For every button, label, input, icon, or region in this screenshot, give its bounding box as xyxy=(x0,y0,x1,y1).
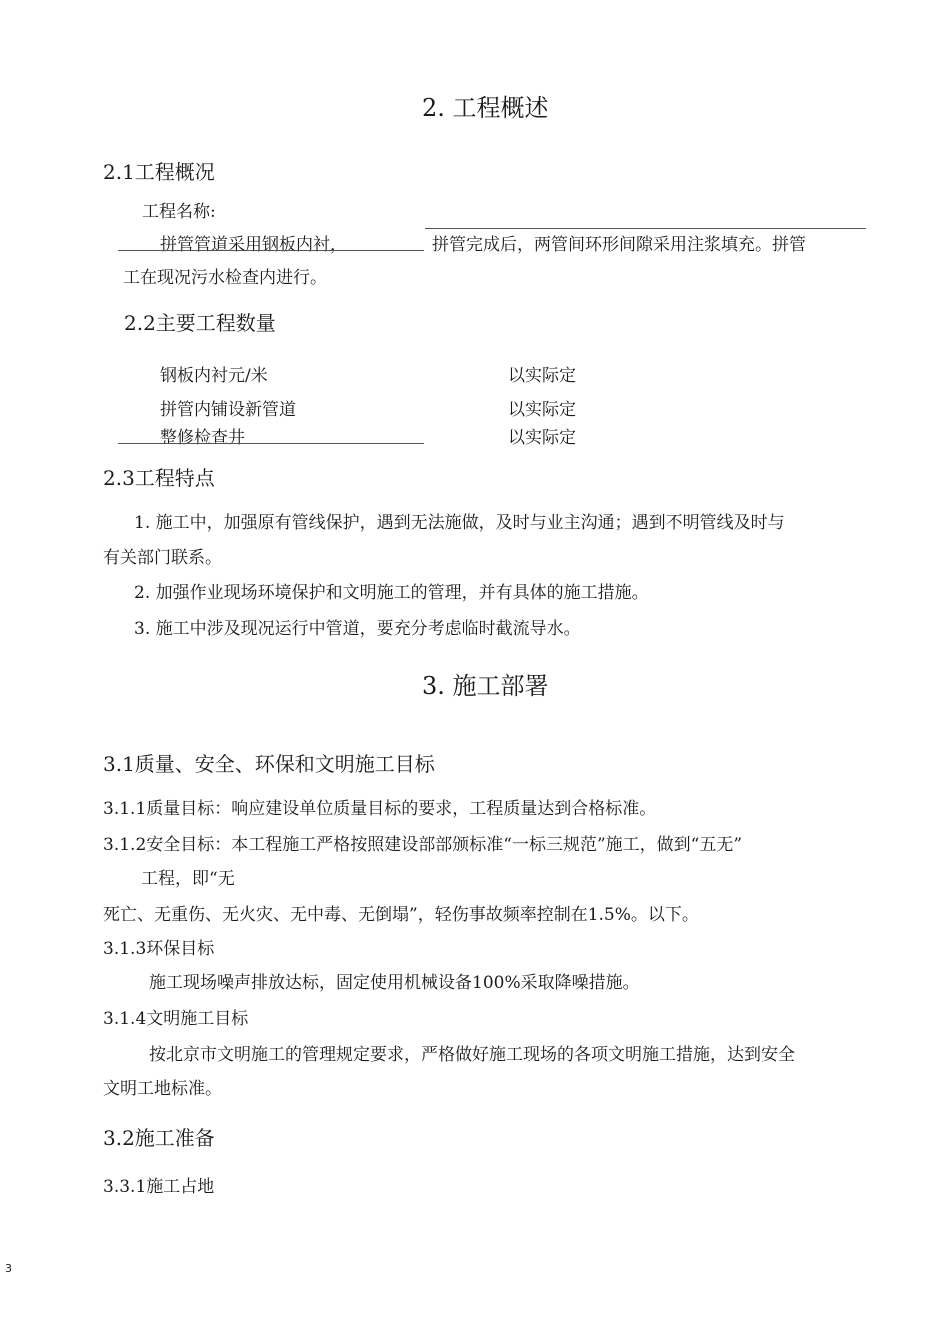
quantity-item-name: 整修检查井 xyxy=(160,428,245,448)
civil-goal-title: 3.1.4文明施工目标 xyxy=(103,1009,249,1029)
overview-text-3: 工在现况污水检查内进行。 xyxy=(123,268,327,288)
overview-text-1: 拼管管道采用钢板内衬， xyxy=(160,235,347,255)
safety-goal-line-1: 3.1.2安全目标：本工程施工严格按照建设部部颁标准“一标三规范”施工，做到“五无” xyxy=(103,835,743,855)
feature-item-1-cont: 有关部门联系。 xyxy=(103,548,222,568)
env-goal-text: 施工现场噪声排放达标，固定使用机械设备100%采取降噪措施。 xyxy=(149,973,640,993)
civil-goal-line-1: 按北京市文明施工的管理规定要求，严格做好施工现场的各项文明施工措施，达到安全 xyxy=(149,1045,795,1065)
env-goal-title: 3.1.3环保目标 xyxy=(103,939,215,959)
quantity-item-name: 钢板内衬元/米 xyxy=(160,366,268,386)
feature-item-2: 2. 加强作业现场环境保护和文明施工的管理，并有具体的施工措施。 xyxy=(134,583,649,603)
quantity-item-value: 以实际定 xyxy=(508,366,576,386)
feature-item-3: 3. 施工中涉及现况运行中管道，要充分考虑临时截流导水。 xyxy=(134,619,581,639)
project-name-underline xyxy=(425,228,866,229)
subsection-title-2-2: 2.2主要工程数量 xyxy=(124,311,276,335)
quantity-item-name: 拼管内铺设新管道 xyxy=(160,400,296,420)
project-name-label: 工程名称: xyxy=(142,202,216,222)
subsection-title-3-1: 3.1质量、安全、环保和文明施工目标 xyxy=(103,752,435,776)
subsection-title-3-2: 3.2施工准备 xyxy=(103,1126,215,1150)
feature-item-1: 1. 施工中，加强原有管线保护，遇到无法施做，及时与业主沟通；遇到不明管线及时与 xyxy=(134,513,785,533)
quantity-item-value: 以实际定 xyxy=(508,428,576,448)
overview-underline xyxy=(118,250,424,251)
page-number: 3 xyxy=(5,1262,12,1275)
section-title-3: 3. 施工部署 xyxy=(422,672,549,700)
quality-goal: 3.1.1质量目标：响应建设单位质量目标的要求，工程质量达到合格标准。 xyxy=(103,799,657,819)
subsection-title-2-1: 2.1工程概况 xyxy=(103,160,215,184)
quantity-item-value: 以实际定 xyxy=(508,400,576,420)
civil-goal-line-2: 文明工地标准。 xyxy=(103,1079,222,1099)
safety-goal-line-3: 死亡、无重伤、无火灾、无中毒、无倒塌”，轻伤事故频率控制在1.5%。以下。 xyxy=(103,905,699,925)
site-occupation-title: 3.3.1施工占地 xyxy=(103,1177,215,1197)
quantity-underline xyxy=(118,443,424,444)
section-title-2: 2. 工程概述 xyxy=(422,94,549,122)
subsection-title-2-3: 2.3工程特点 xyxy=(103,466,215,490)
safety-goal-line-2: 工程，即“无 xyxy=(141,869,235,889)
overview-text-2: 拼管完成后，两管间环形间隙采用注浆填充。拼管 xyxy=(432,235,806,255)
